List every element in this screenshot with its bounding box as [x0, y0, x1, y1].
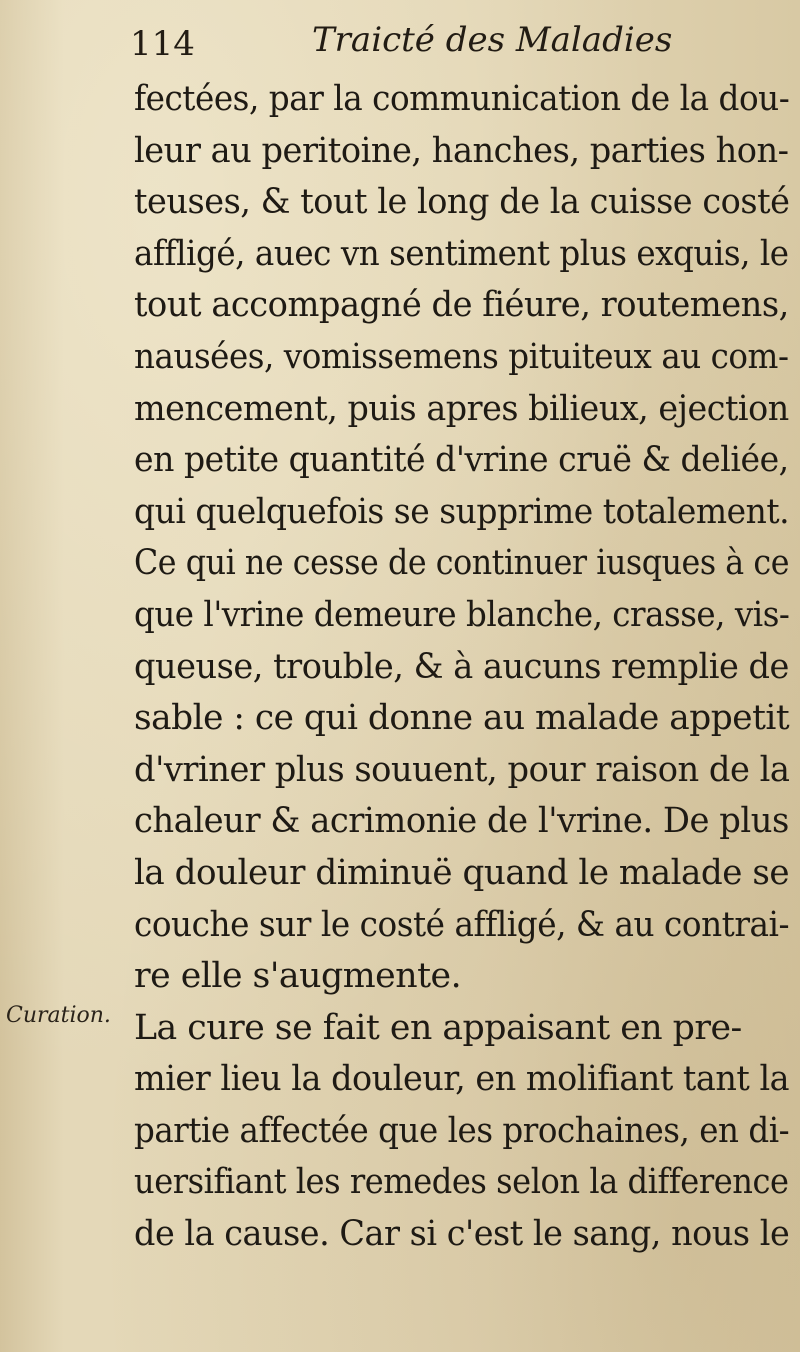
text-line: Ce qui ne cesse de continuer iusques à ce: [134, 543, 790, 584]
text-line: d'vriner plus souuent, pour raison de la: [134, 749, 790, 790]
text-line: que l'vrine demeure blanche, crasse, vis-: [134, 594, 790, 635]
text-line: chaleur & acrimonie de l'vrine. De plus: [134, 801, 789, 842]
text-line: la douleur diminuë quand le malade se: [134, 852, 790, 893]
page-number: 114: [130, 24, 195, 64]
text-line: uersifiant les remedes selon la difference: [134, 1162, 789, 1203]
text-line: queuse, trouble, & à aucuns remplie de: [134, 646, 789, 687]
text-line: de la cause. Car si c'est le sang, nous le: [134, 1214, 790, 1255]
text-line: La cure se fait en appaisant en pre-: [134, 1007, 742, 1048]
body-text: [134, 74, 794, 1261]
text-line: nausées, vomissemens pituiteux au com-: [134, 336, 789, 377]
text-line: en petite quantité d'vrine cruë & deliée,: [134, 440, 789, 481]
text-line: affligé, auec vn sentiment plus exquis, le: [134, 233, 789, 274]
margin-note: Curation.: [6, 1003, 111, 1028]
text-line: mier lieu la douleur, en molifiant tant la: [134, 1059, 790, 1100]
text-line: tout accompagné de fiéure, routemens,: [134, 285, 789, 326]
text-line: couche sur le costé affligé, & au contrai-: [134, 904, 790, 945]
text-line: fectées, par la communication de la dou-: [134, 79, 790, 119]
running-title: Traicté des Maladies: [312, 20, 673, 60]
text-line: sable : ce qui donne au malade appetit: [134, 698, 790, 739]
text-line: partie affectée que les prochaines, en di-: [134, 1110, 790, 1151]
text-line: mencement, puis apres bilieux, ejection: [134, 388, 789, 429]
text-line: re elle s'augmente.: [134, 956, 462, 997]
text-line: qui quelquefois se supprime totalement.: [134, 491, 790, 532]
text-line: leur au peritoine, hanches, parties hon-: [134, 130, 789, 171]
text-line: teuses, & tout le long de la cuisse costé: [134, 182, 790, 223]
